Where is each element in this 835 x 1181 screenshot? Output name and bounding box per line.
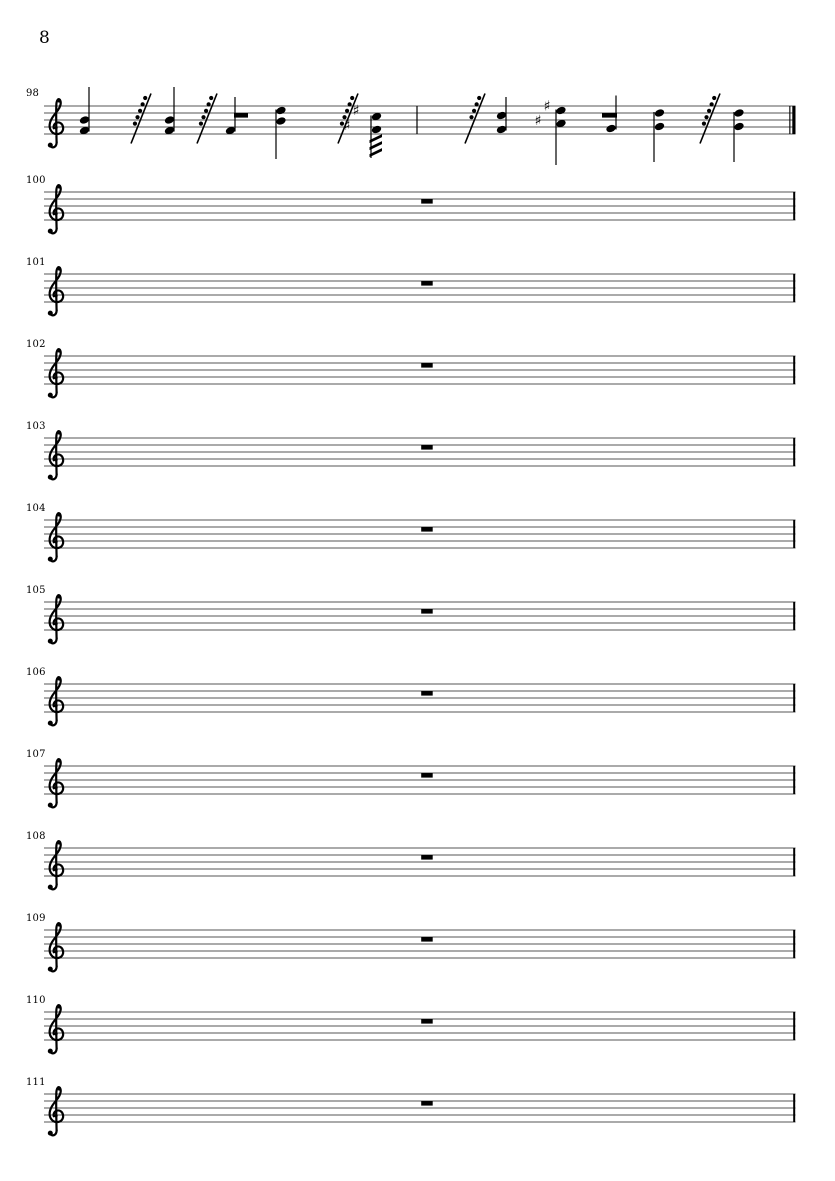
notehead xyxy=(654,121,665,131)
sharp-accidental: ♯ xyxy=(343,117,351,134)
measure-number: 101 xyxy=(26,256,46,268)
grace-slash-ornament xyxy=(700,93,720,143)
staff-lines xyxy=(44,356,796,384)
whole-rest xyxy=(421,363,433,368)
end-barline xyxy=(789,106,795,134)
staff-lines xyxy=(44,1094,796,1122)
chord xyxy=(733,108,744,162)
notehead xyxy=(654,108,665,118)
chord xyxy=(496,97,507,134)
chord xyxy=(164,87,175,135)
whole-rest xyxy=(421,1019,433,1024)
measure-number: 107 xyxy=(26,748,46,760)
whole-rest xyxy=(421,855,433,860)
end-barline xyxy=(793,520,795,548)
measure-number: 105 xyxy=(26,584,46,596)
music-system xyxy=(0,1064,835,1179)
end-barline xyxy=(793,684,795,712)
measure-number: 100 xyxy=(26,174,46,186)
whole-rest xyxy=(421,281,433,286)
end-barline xyxy=(793,1094,795,1122)
end-barline xyxy=(793,274,795,302)
measure-number: 111 xyxy=(26,1076,46,1088)
whole-rest xyxy=(421,445,433,450)
measure-number: 106 xyxy=(26,666,46,678)
staff-lines xyxy=(44,274,796,302)
whole-rest xyxy=(421,691,433,696)
notehead xyxy=(275,105,286,115)
chord xyxy=(79,87,90,135)
staff-lines xyxy=(44,684,796,712)
measure-number: 104 xyxy=(26,502,46,514)
notehead xyxy=(555,105,566,115)
measure-number: 108 xyxy=(26,830,46,842)
page-number: 8 xyxy=(39,28,50,48)
sharp-accidental: ♯ xyxy=(543,98,551,115)
bar-notehead xyxy=(234,113,248,118)
end-barline xyxy=(793,766,795,794)
chord xyxy=(654,108,665,162)
staff-lines xyxy=(44,106,796,134)
end-barline xyxy=(793,438,795,466)
whole-rest xyxy=(421,609,433,614)
grace-slash-ornament xyxy=(131,93,151,143)
chord xyxy=(275,105,286,158)
measure-number: 103 xyxy=(26,420,46,432)
measure-number: 102 xyxy=(26,338,46,350)
notehead xyxy=(733,108,744,118)
chord xyxy=(225,97,248,135)
staff-lines xyxy=(44,602,796,630)
notehead xyxy=(605,123,616,133)
sharp-accidental: ♯ xyxy=(352,102,360,119)
notehead xyxy=(371,124,382,134)
staff-lines xyxy=(44,192,796,220)
chord xyxy=(602,95,617,133)
chord xyxy=(555,105,566,164)
staff-lines xyxy=(44,1012,796,1040)
bar-notehead xyxy=(602,113,617,118)
staff-lines xyxy=(44,766,796,794)
end-barline xyxy=(793,602,795,630)
grace-slash-ornament xyxy=(465,93,485,143)
end-barline xyxy=(793,848,795,876)
whole-rest xyxy=(421,773,433,778)
staff-lines xyxy=(44,520,796,548)
measure-number: 110 xyxy=(26,994,46,1006)
whole-rest xyxy=(421,937,433,942)
sharp-accidental: ♯ xyxy=(534,112,542,129)
measure-number: 98 xyxy=(26,88,40,100)
whole-rest xyxy=(421,1101,433,1106)
staff-lines xyxy=(44,848,796,876)
notehead xyxy=(733,121,744,131)
end-barline xyxy=(793,930,795,958)
measure-number: 109 xyxy=(26,912,46,924)
end-barline xyxy=(793,192,795,220)
grace-slash-ornament xyxy=(197,93,217,143)
staff-lines xyxy=(44,438,796,466)
notehead xyxy=(275,116,286,126)
staff-lines xyxy=(44,930,796,958)
chord xyxy=(370,111,383,157)
end-barline xyxy=(793,356,795,384)
whole-rest xyxy=(421,199,433,204)
end-barline xyxy=(793,1012,795,1040)
whole-rest xyxy=(421,527,433,532)
